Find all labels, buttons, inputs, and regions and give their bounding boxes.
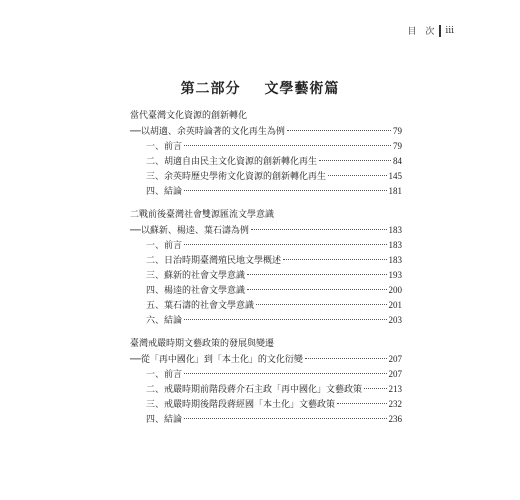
dot-leader <box>283 259 386 260</box>
toc-section <box>130 110 402 198</box>
dot-leader <box>287 130 391 131</box>
part-title <box>0 78 520 98</box>
entry-label: 五、葉石濤的社會文學意識 <box>146 301 255 311</box>
toc-entry[interactable] <box>130 368 402 381</box>
toc-entry[interactable] <box>130 170 402 183</box>
section-title[interactable]: 臺灣戒嚴時期文藝政策的發展與變遷 <box>130 339 275 349</box>
toc-entry[interactable] <box>130 254 402 267</box>
running-head-title: 目 次 <box>407 27 438 37</box>
page-ref: 213 <box>388 384 402 394</box>
entry-label: 二、胡適自由民主文化資源的創新轉化再生 <box>146 157 318 167</box>
section-subtitle-line[interactable] <box>130 125 402 138</box>
dot-leader <box>337 403 386 404</box>
entry-label: 六、結論 <box>146 316 183 326</box>
page-ref: 207 <box>388 354 402 364</box>
entry-label: 三、余英時歷史學術文化資源的創新轉化再生 <box>146 172 327 182</box>
page-ref: 236 <box>388 414 402 424</box>
dot-leader <box>184 418 386 419</box>
page-ref: 79 <box>393 141 402 151</box>
dot-leader <box>184 319 386 320</box>
toc-section <box>130 338 402 426</box>
page-ref: 200 <box>388 285 402 295</box>
dot-leader <box>305 358 387 359</box>
toc-entry[interactable] <box>130 239 402 252</box>
page-ref: 145 <box>388 171 402 181</box>
section-subtitle: ──以胡適、余英時論著的文化再生為例 <box>130 127 285 137</box>
page-ref: 207 <box>388 369 402 379</box>
toc-entry[interactable] <box>130 185 402 198</box>
toc-entry[interactable] <box>130 140 402 153</box>
section-subtitle-line[interactable] <box>130 224 402 237</box>
page-ref: 84 <box>393 156 402 166</box>
running-head-divider <box>439 25 441 37</box>
entry-label: 三、蘇新的社會文學意識 <box>146 271 246 281</box>
toc-entry[interactable] <box>130 398 402 411</box>
page-number: iii <box>445 25 454 36</box>
dot-leader <box>328 175 386 176</box>
dot-leader <box>247 274 386 275</box>
entry-label: 四、結論 <box>146 187 183 197</box>
entry-label: 四、楊逵的社會文學意識 <box>146 286 246 296</box>
dot-leader <box>184 145 391 146</box>
entry-label: 一、前言 <box>146 241 183 251</box>
entry-label: 二、日治時期臺灣殖民地文學概述 <box>146 256 282 266</box>
section-subtitle: ──從「再中國化」到「本土化」的文化衍變 <box>130 355 303 365</box>
entry-label: 一、前言 <box>146 370 183 380</box>
toc-entry[interactable] <box>130 299 402 312</box>
entry-label: 一、前言 <box>146 142 183 152</box>
page-ref: 203 <box>388 315 402 325</box>
dot-leader <box>319 160 391 161</box>
dot-leader <box>184 373 386 374</box>
part-name: 文學藝術篇 <box>264 81 340 97</box>
page-ref: 79 <box>393 126 402 136</box>
section-subtitle-line[interactable] <box>130 353 402 366</box>
part-number: 第二部分 <box>180 81 241 97</box>
toc-entry[interactable] <box>130 314 402 327</box>
section-title[interactable]: 二戰前後臺灣社會雙源匯流文學意識 <box>130 210 275 220</box>
page-ref: 193 <box>388 270 402 280</box>
page-ref: 201 <box>388 300 402 310</box>
table-of-contents <box>130 110 402 437</box>
page-ref: 232 <box>388 399 402 409</box>
page-ref: 183 <box>388 225 402 235</box>
dot-leader <box>184 244 386 245</box>
dot-leader <box>247 289 386 290</box>
entry-label: 三、戒嚴時期後階段蔣經國「本土化」文藝政策 <box>146 400 336 410</box>
running-head <box>407 24 454 37</box>
page-ref: 183 <box>388 255 402 265</box>
section-subtitle: ──以蘇新、楊逵、葉石濤為例 <box>130 226 249 236</box>
dot-leader <box>251 229 387 230</box>
page-ref: 183 <box>388 240 402 250</box>
toc-entry[interactable] <box>130 413 402 426</box>
entry-label: 四、結論 <box>146 415 183 425</box>
section-title[interactable]: 當代臺灣文化資源的創新轉化 <box>130 111 248 121</box>
dot-leader <box>364 388 386 389</box>
entry-label: 二、戒嚴時期前階段蔣介石主政「再中國化」文藝政策 <box>146 385 363 395</box>
dot-leader <box>256 304 386 305</box>
toc-entry[interactable] <box>130 155 402 168</box>
dot-leader <box>184 190 386 191</box>
toc-entry[interactable] <box>130 284 402 297</box>
toc-section <box>130 209 402 327</box>
toc-entry[interactable] <box>130 383 402 396</box>
page-ref: 181 <box>388 186 402 196</box>
toc-entry[interactable] <box>130 269 402 282</box>
